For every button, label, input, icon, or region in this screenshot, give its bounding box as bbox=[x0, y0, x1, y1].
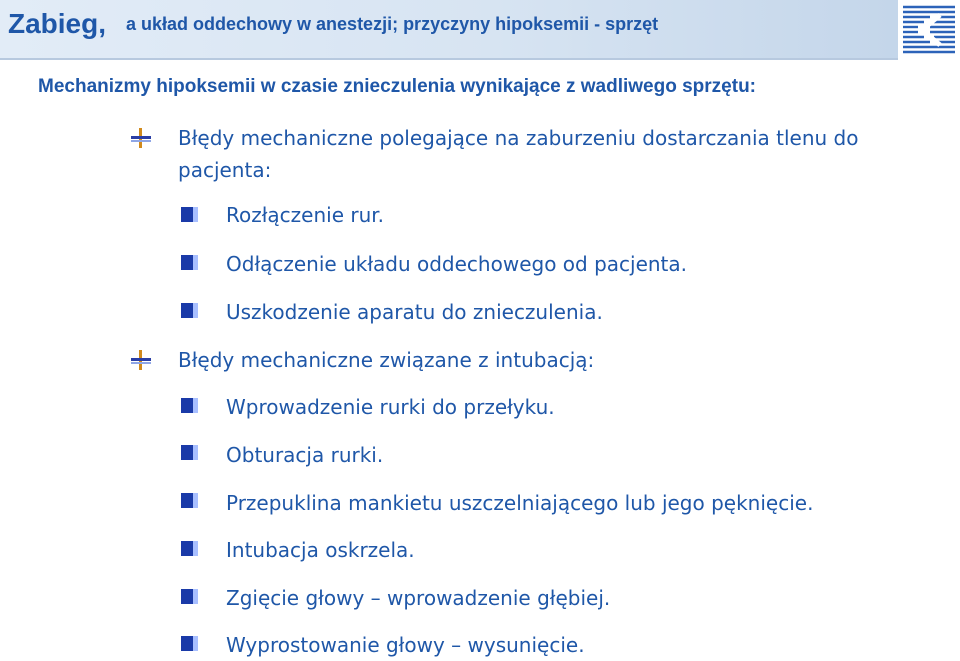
square-bullet-icon bbox=[181, 255, 198, 272]
list-item: Zgięcie głowy – wprowadzenie głębiej. bbox=[226, 586, 611, 610]
list-item: Odłączenie układu oddechowego od pacjenta. bbox=[226, 252, 688, 276]
square-bullet-icon bbox=[181, 541, 198, 558]
section-heading: Mechanizmy hipoksemii w czasie znieczulenia wynikające z wadliwego sprzętu: bbox=[38, 76, 757, 97]
slide-title: Zabieg, bbox=[8, 8, 107, 39]
list-item: Rozłączenie rur. bbox=[226, 203, 385, 227]
list-item: Uszkodzenie aparatu do znieczulenia. bbox=[226, 300, 603, 324]
list-item: Przepuklina mankietu uszczelniającego lub jego pęknięcie. bbox=[226, 491, 814, 515]
square-bullet-icon bbox=[181, 636, 198, 653]
square-bullet-icon bbox=[181, 303, 198, 320]
square-bullet-icon bbox=[181, 589, 198, 606]
square-bullet-icon bbox=[181, 445, 198, 462]
slide-subtitle: a układ oddechowy w anestezji; przyczyny hipoksemii - sprzęt bbox=[126, 14, 659, 34]
list-item: Wprowadzenie rurki do przełyku. bbox=[226, 395, 555, 419]
group-label: Błędy mechaniczne polegające na zaburzeniu dostarczania tlenu do pacjenta: bbox=[178, 126, 859, 182]
list-item: Obturacja rurki. bbox=[226, 443, 384, 467]
group-label: Błędy mechaniczne związane z intubacją: bbox=[178, 348, 595, 372]
square-bullet-icon bbox=[181, 398, 198, 415]
crosshair-bullet-icon bbox=[130, 349, 152, 371]
square-bullet-icon bbox=[181, 207, 198, 224]
list-item: Intubacja oskrzela. bbox=[226, 538, 415, 562]
crosshair-bullet-icon bbox=[130, 127, 152, 149]
list-item: Wyprostowanie głowy – wysunięcie. bbox=[226, 633, 585, 657]
square-bullet-icon bbox=[181, 493, 198, 510]
